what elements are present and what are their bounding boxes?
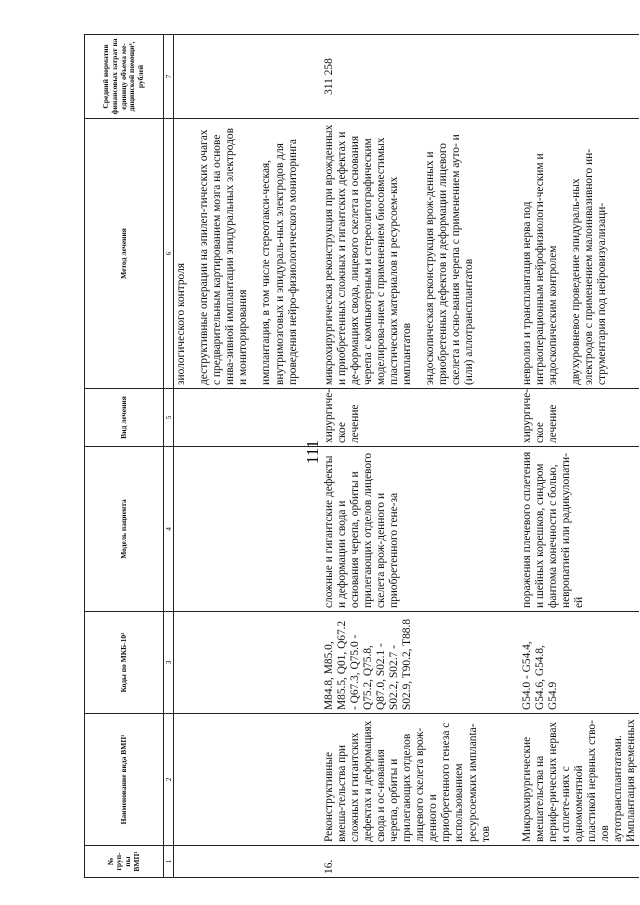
page-number: 111	[303, 439, 322, 465]
group-number-cell	[520, 846, 640, 878]
vmp-name-cell: Реконструктивные вмеша-тельства при сложных и гигантских дефектах и деформациях свода и ос-нования черепа, орбиты и прилегающих отделов лицевого скелета врож-денного и приобретенного генеза с использованием ресурсоемких имплanta-тов	[322, 714, 520, 846]
column-number-row	[164, 35, 174, 878]
header-treatment-type: Вид лечения	[85, 389, 164, 447]
table-row	[520, 35, 640, 878]
group-number-cell: 16.	[322, 846, 520, 878]
icd-codes-cell: M84.8, M85.0, M85.5, Q01, Q67.2 - Q67.3, Q75.0 - Q75.2, Q75.8, Q87.0, S02.1 - S02.2, S02.7 - S02.9, T90.2, T88.8	[322, 612, 520, 714]
treatment-type-cell: хирургиче-ское лечение	[520, 389, 640, 447]
column-number: 2	[164, 714, 174, 846]
table-row	[322, 35, 520, 878]
icd-codes-cell: G54.0 - G54.4, G54.6, G54.8, G54.9	[520, 612, 640, 714]
method-paragraph: двухуровневое проведение эпидураль-ных электродов с применением малоинвазивного ин-струментария под нейровизуализаци-	[569, 148, 608, 385]
header-group-number: № груп-пы ВМП¹	[85, 846, 164, 878]
patient-model-cell: поражения плечевого сплетения и шейных корешков, синдром фантома конечности с болью, невропатией или радикулопати-ей	[520, 447, 640, 612]
header-vmp-name: Наименование вида ВМП¹	[85, 714, 164, 846]
method-paragraph: имплантация, в том числе стереотакси-ческая, внутримозговых и эпидураль-ных электродов для проведения нейро-физиологического мониторинга	[260, 139, 299, 385]
method-paragraph: невролиз и трансплантация нерва под интраоперационным нейрофизиологи-ческим и эндоскопическим контролем	[520, 153, 559, 385]
column-number: 7	[164, 35, 174, 119]
header-treatment-method: Метод лечения	[85, 119, 164, 389]
vmp-table	[84, 34, 639, 878]
vmp-name-cell: Микрохирургические вмешательства на перифе-рических нервах и сплете-ниях с одномоментной пластикой нервных ство-лов аутотрансплантатами. Имплантация временных	[520, 714, 640, 846]
method-cell	[520, 119, 640, 389]
method-paragraph: зиологического контроля	[175, 262, 187, 385]
method-paragraph: микрохирургическая реконструкция при врожденных и приобретенных сложных и гигантских дефектах и де-формациях свода, лицевого скелета и основания черепа с компьютерным и стереолитографическим моделирова-нием с применением биосовместимых пластических материалов и ресурсоем-ких имплантатов	[322, 124, 414, 385]
column-number: 4	[164, 447, 174, 612]
patient-model-cell: сложные и гигантские дефекты и деформации свода и основания черепа, орбиты и прилегающих отделов лицевого скелета врож-денного и приобретенного гене-за	[322, 447, 520, 612]
header-cost-norm: Средний норматив финансовых затрат на единицу объема ме-дицинской помощи³, рублей	[85, 35, 164, 119]
column-number: 3	[164, 612, 174, 714]
header-icd-codes: Коды по МКБ-10²	[85, 612, 164, 714]
header-patient-model: Модель пациента	[85, 447, 164, 612]
rotated-table-wrapper	[84, 35, 638, 878]
table-row-continued	[174, 35, 322, 878]
cost-cell	[520, 35, 640, 119]
method-cell	[174, 119, 322, 389]
treatment-type-cell: хирургиче-ское лечение	[322, 389, 520, 447]
header-row	[85, 35, 164, 878]
column-number: 6	[164, 119, 174, 389]
method-paragraph: деструктивные операции на эпилеп-тических очагах с предварительным картированием мозга на основе инва-зивной имплантации эпидуральных электродов и мониторирования	[198, 128, 250, 385]
cost-cell: 311 258	[322, 35, 520, 119]
method-paragraph: эндоскопическая реконструкция врож-денных и приобретенных дефектов и деформации лицевого скелета и осно-вания черепа с применением ауто- и (или) аллотрансплантатов	[424, 134, 476, 385]
column-number: 5	[164, 389, 174, 447]
column-number: 1	[164, 846, 174, 878]
method-cell	[322, 119, 520, 389]
